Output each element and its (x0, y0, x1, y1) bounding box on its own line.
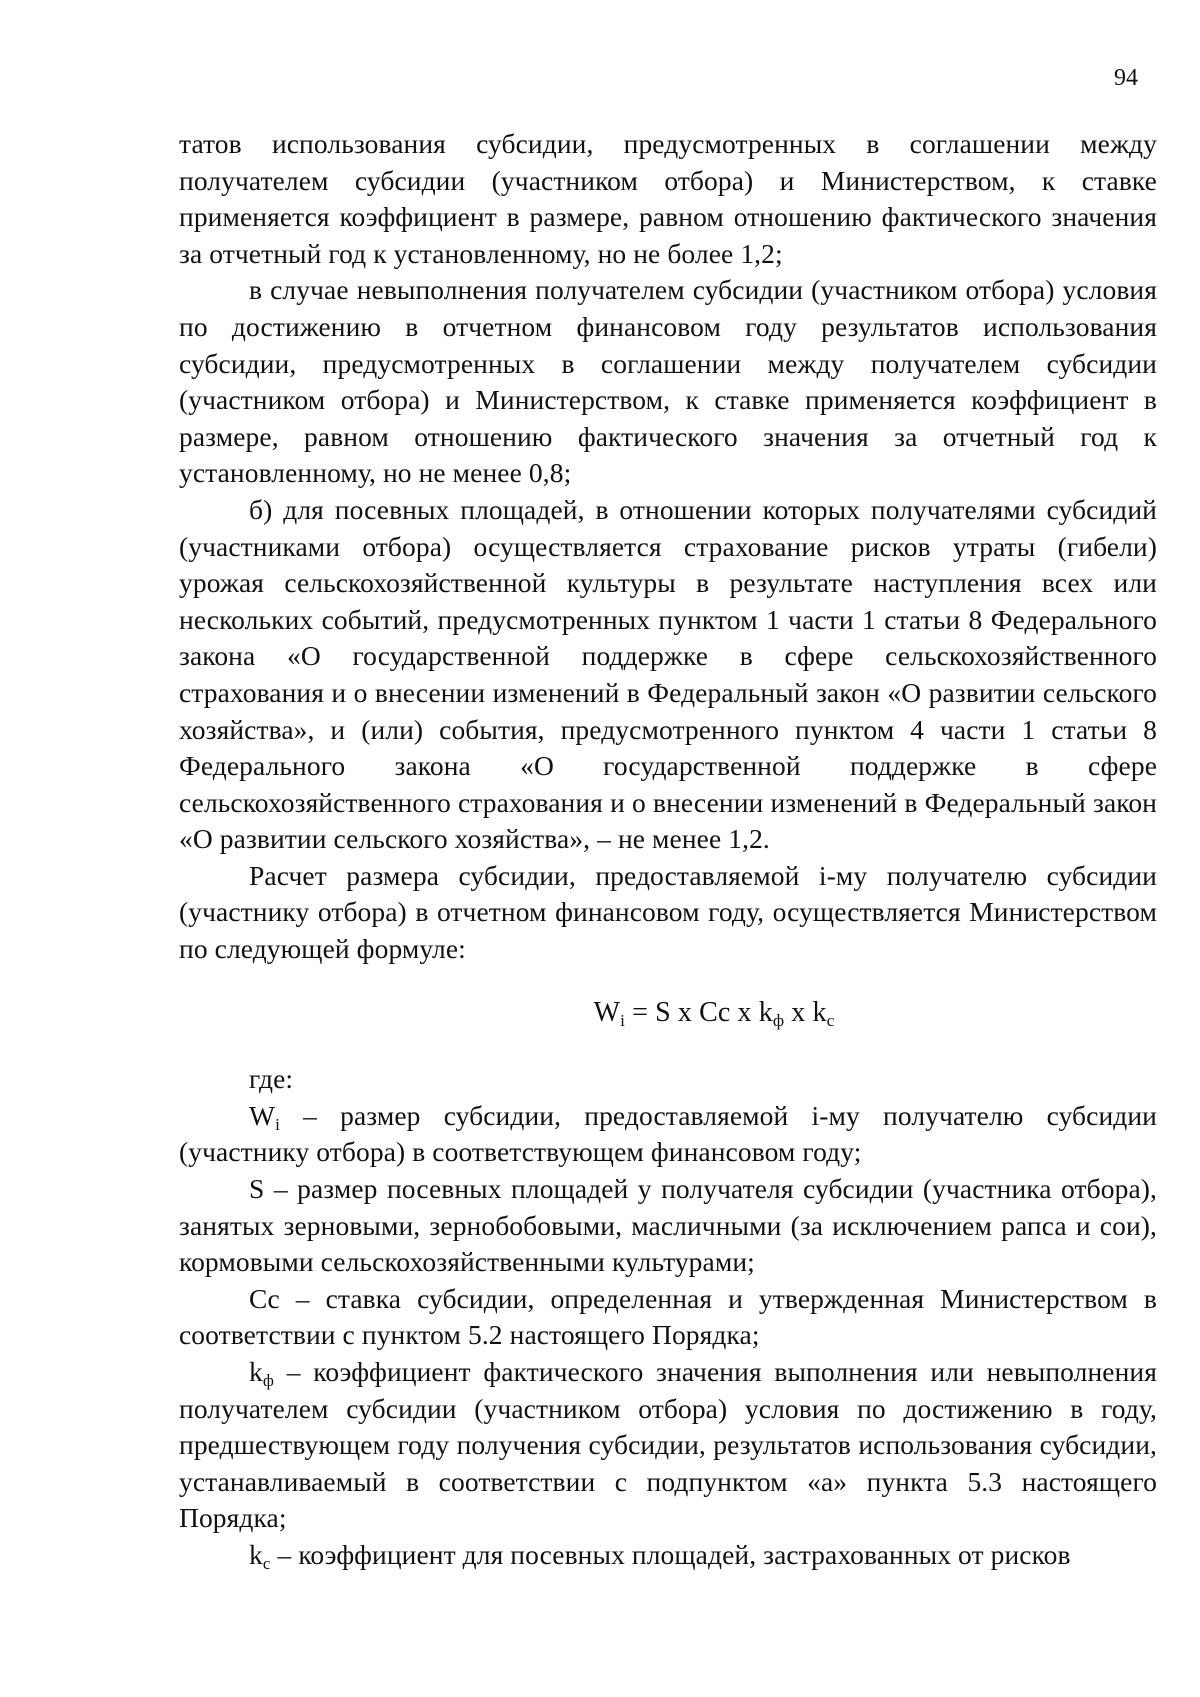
formula: $W_i = S$ x Cc x $k_ф$ x $k_с$ (593, 996, 835, 1030)
definition-w: $W_i$ – размер субсидии, предоставляемой i-му получателю субсидии (участнику отбора) в соответствующем финансовом году; (179, 1099, 1157, 1168)
paragraph-non-fulfillment: в случае невыполнения получателем субсидии (участником отбора) условия по достижению в отчетном финансовом году результатов использования субсидии, предусмотренных в соглашении между получателем субсидии (участником отбора) и Министерством, к ставке применяется коэффициент в размере, равном отношению фактического значения за отчетный год к установленному, но не менее 0,8; (179, 274, 1157, 489)
page-number: 94 (1114, 65, 1138, 91)
paragraph-continuation: татов использования субсидии, предусмотренных в соглашении между получателем субсидии (участником отбора) и Министерством, к ставке применяется коэффициент в размере, равном отношению фактического значения за отчетный год к установленному, но не более 1,2; (179, 128, 1157, 269)
paragraph-insured-areas: б) для посевных площадей, в отношении которых получателями субсидий (участниками отбора) осуществляется страхование рисков утраты (гибели) урожая сельскохозяйственной культуры в результате наступления всех или нескольких событий, предусмотренных пунктом 1 части 1 статьи 8 Федерального закона «О государственной поддержке в сфере сельскохозяйственного страхования и о внесении изменений в Федеральный закон «О развитии сельского хозяйства», и (или) события, предусмотренного пунктом 4 части 1 статьи 8 Федерального закона «О государственной поддержке в сфере сельскохозяйственного страхования и о внесении изменений в Федеральный закон «О развитии сельского хозяйства», – не менее 1,2. (179, 493, 1157, 855)
paragraph-calculation-intro: Расчет размера субсидии, предоставляемой i-му получателю субсидии (участнику отбора) в отчетном финансовом году, осуществляется Министерством по следующей формуле: (179, 859, 1157, 965)
definition-kc: $k_с$ – коэффициент для посевных площадей, застрахованных от рисков (249, 1538, 1071, 1573)
definition-s: S – размер посевных площадей у получателя субсидии (участника отбора), занятых зерновыми, зернобобовыми, масличными (за исключением рапса и сои), кормовыми сельскохозяйственными культурами; (179, 1173, 1157, 1278)
document-body (179, 126, 1157, 1574)
definition-kf: $k_ф$ – коэффициент фактического значения выполнения или невыполнения получателем субсидии (участником отбора) условия по достижению в году, предшествующем году получения субсидии, результатов использования субсидии, устанавливаемый в соответствии с подпунктом «а» пункта 5.3 настоящего Порядка; (179, 1356, 1157, 1534)
where-label: где: (249, 1063, 294, 1095)
definition-cc: Cc – ставка субсидии, определенная и утвержденная Министерством в соответствии с пунктом 5.2 настоящего Порядка; (179, 1282, 1157, 1351)
